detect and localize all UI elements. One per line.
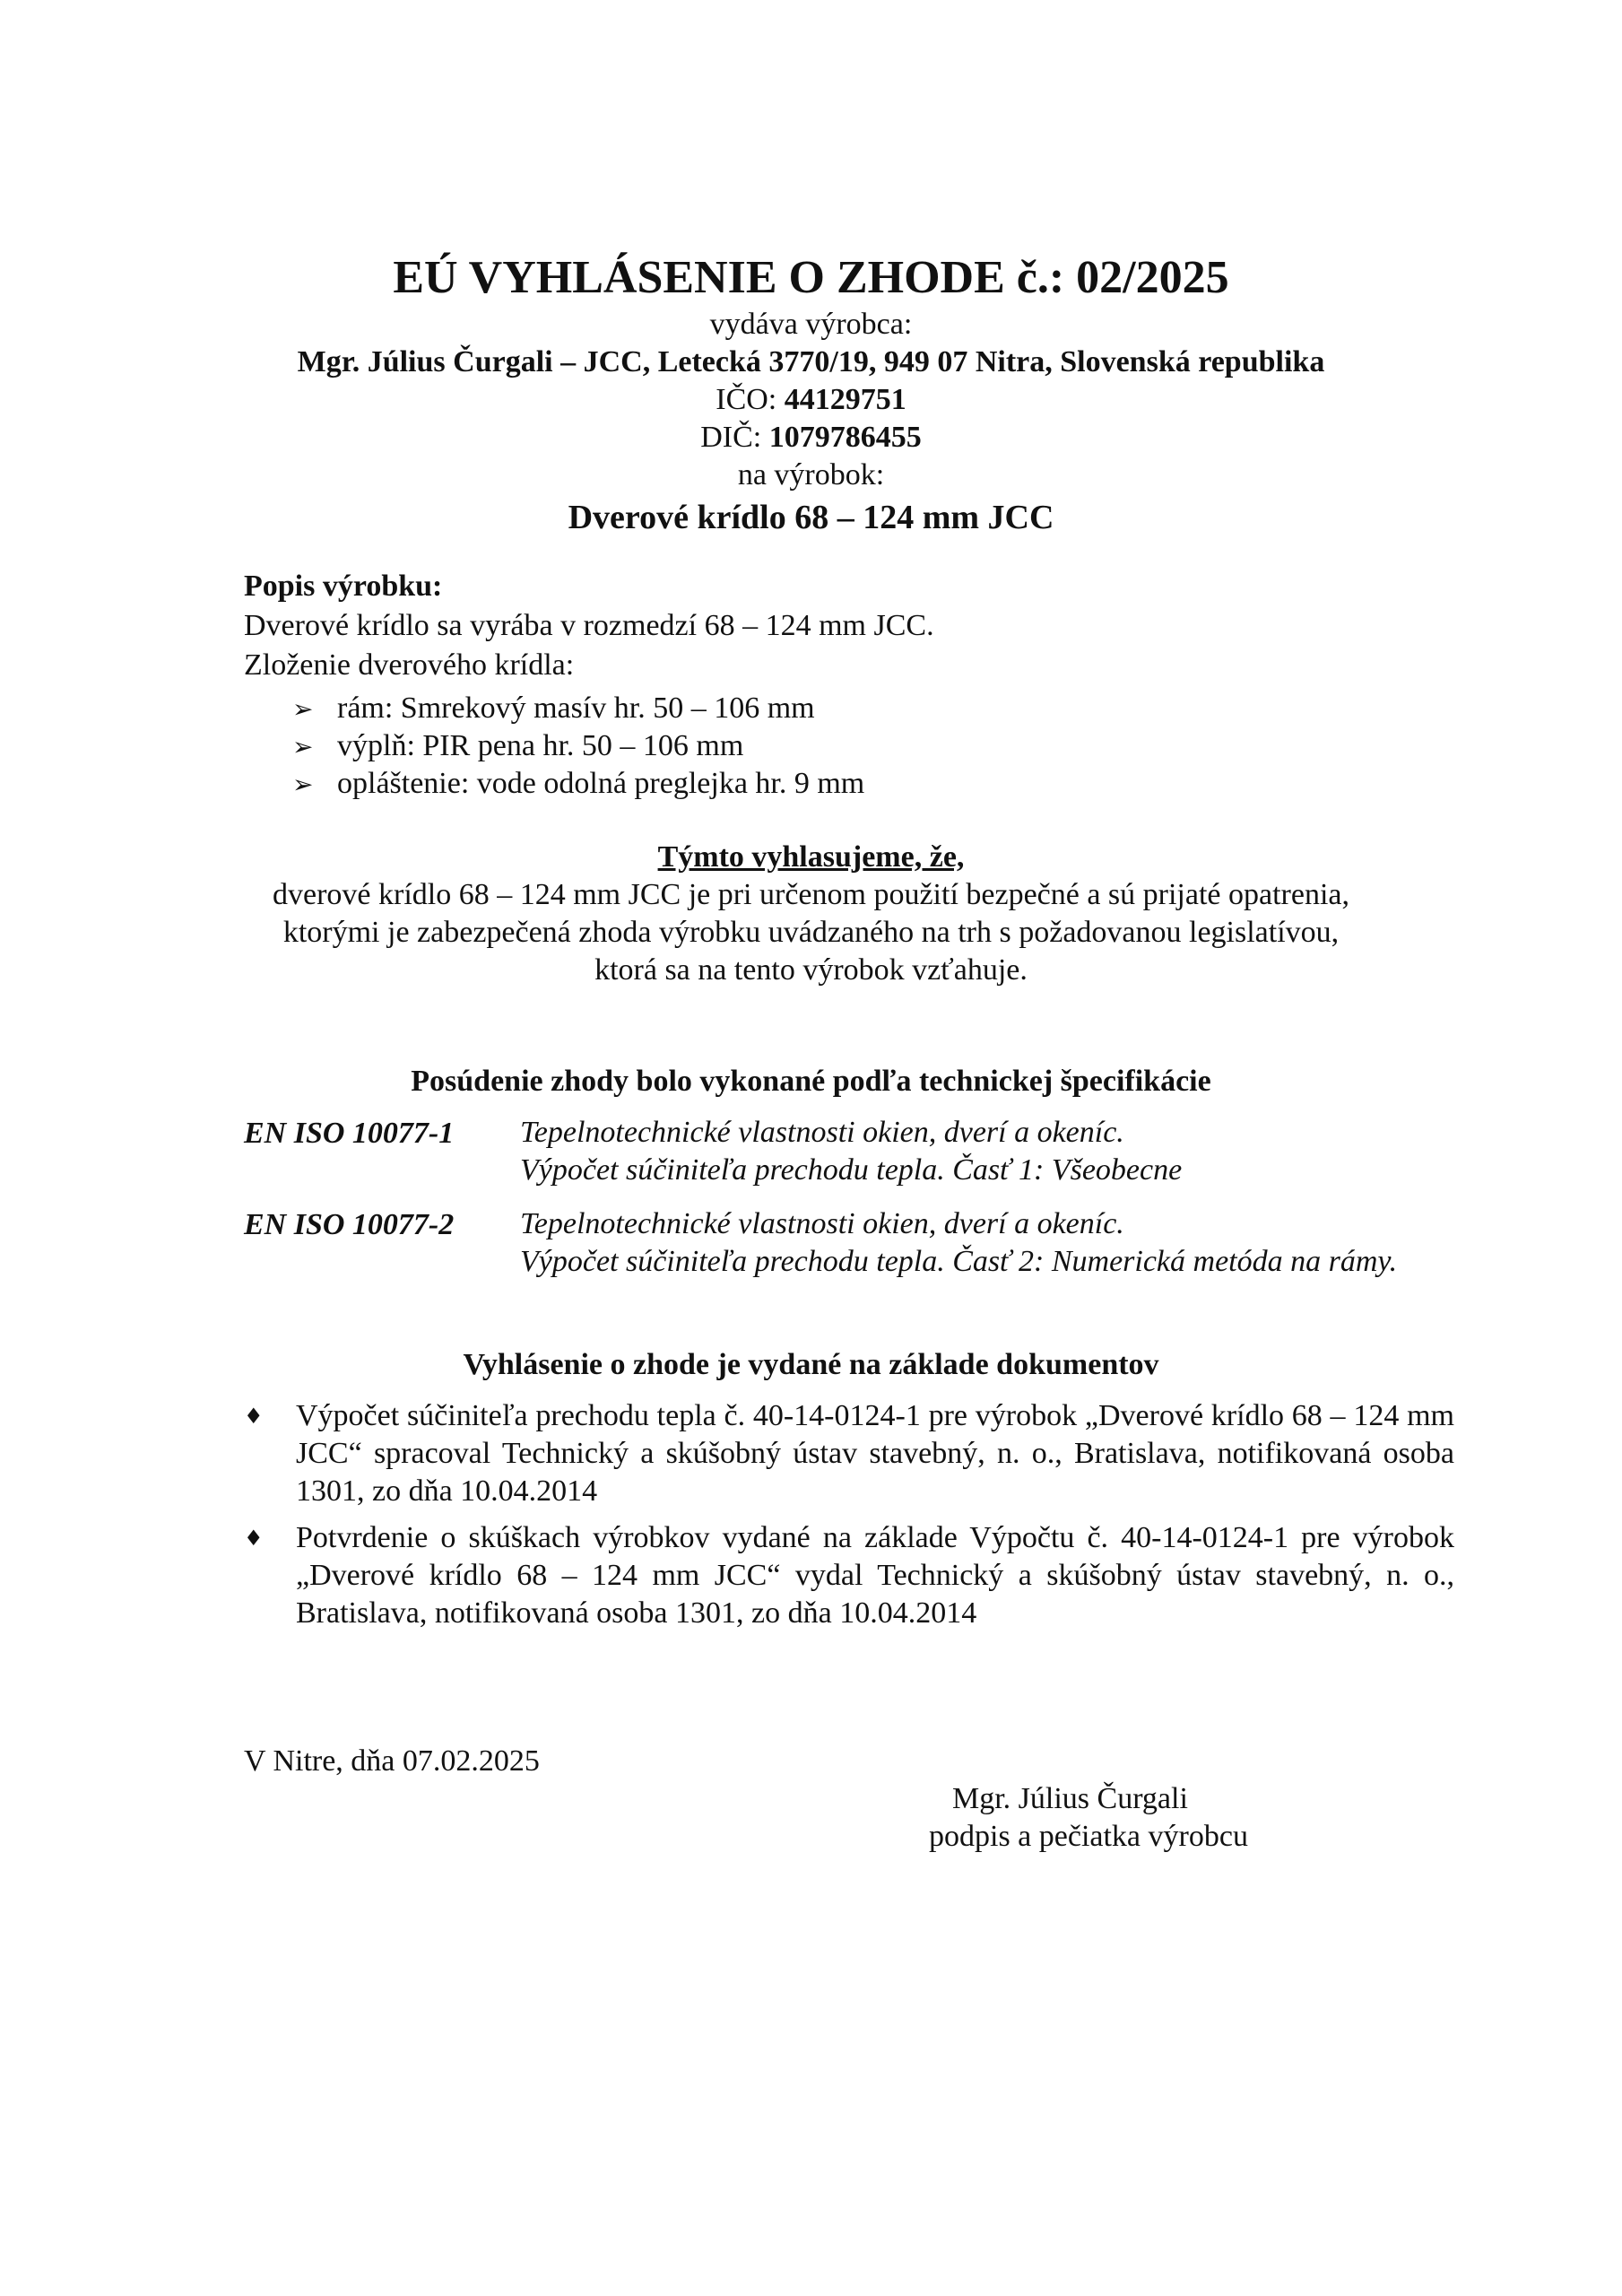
- document-list-item: [244, 1397, 1454, 1510]
- standard-code: EN ISO 10077-2: [244, 1208, 455, 1241]
- signatory-name: Mgr. Július Čurgali: [952, 1782, 1188, 1815]
- composition-item: [292, 766, 864, 803]
- manufacturer-info: Mgr. Július Čurgali – JCC, Letecká 3770/19, 949 07 Nitra, Slovenská republika: [297, 345, 1325, 378]
- document-title: EÚ VYHLÁSENIE O ZHODE č.: 02/2025: [393, 252, 1229, 303]
- declaration-line-2: ktorými je zabezpečená zhoda výrobku uvádzaného na trh s požadovanou legislatívou,: [282, 916, 1340, 949]
- standard-code: EN ISO 10077-1: [244, 1117, 455, 1150]
- arrow-bullet-icon: ➢: [292, 694, 314, 724]
- product-name: Dverové krídlo 68 – 124 mm JCC: [568, 499, 1054, 536]
- composition-item-text: rám: Smrekový masív hr. 50 – 106 mm: [337, 691, 815, 725]
- ico-value: 44129751: [784, 383, 906, 416]
- diamond-bullet-icon: ♦: [244, 1526, 264, 1551]
- composition-item: [292, 691, 815, 727]
- standard-description-line-2: Výpočet súčiniteľa prechodu tepla. Časť 1: Všeobecne: [520, 1153, 1183, 1187]
- arrow-bullet-icon: ➢: [292, 732, 314, 761]
- standard-description-line-2: Výpočet súčiniteľa prechodu tepla. Časť 2: Numerická metóda na rámy.: [520, 1245, 1398, 1278]
- product-label: na výrobok:: [737, 458, 885, 491]
- description-line-2: Zloženie dverového krídla:: [244, 648, 575, 682]
- composition-item-text: opláštenie: vode odolná preglejka hr. 9 mm: [337, 767, 865, 800]
- standard-description-line-1: Tepelnotechnické vlastnosti okien, dverí a okeníc.: [520, 1207, 1124, 1240]
- declaration-line-3: ktorá sa na tento výrobok vzťahuje.: [594, 953, 1028, 987]
- declaration-line-1: dverové krídlo 68 – 124 mm JCC je pri určenom použití bezpečné a sú prijaté opatrenia,: [273, 878, 1349, 911]
- document-list-item-text: Potvrdenie o skúškach výrobkov vydané na základe Výpočtu č. 40-14-0124-1 pre výrobok „Dverové krídlo 68 – 124 mm JCC“ vydal Technický a skúšobný ústav stavebný, n. o., Bratislava, notifikovaná osoba 1301, zo dňa 10.04.2014: [296, 1521, 1454, 1630]
- document-list-item: [244, 1519, 1454, 1632]
- signature-caption: podpis a pečiatka výrobcu: [929, 1820, 1248, 1853]
- documents-heading: Vyhlásenie o zhode je vydané na základe dokumentov: [463, 1348, 1159, 1381]
- standard-description-line-1: Tepelnotechnické vlastnosti okien, dverí a okeníc.: [520, 1116, 1124, 1149]
- diamond-bullet-icon: ♦: [244, 1404, 264, 1429]
- dic-value: 1079786455: [768, 421, 922, 454]
- ico-line: [0, 382, 1622, 418]
- assessment-heading: Posúdenie zhody bolo vykonané podľa technickej špecifikácie: [411, 1065, 1211, 1098]
- dic-label: DIČ:: [700, 421, 762, 454]
- place-and-date: V Nitre, dňa 07.02.2025: [244, 1744, 540, 1778]
- dic-line: [0, 420, 1622, 456]
- description-line-1: Dverové krídlo sa vyrába v rozmedzí 68 – 124 mm JCC.: [244, 609, 934, 642]
- document-list-item-text: Výpočet súčiniteľa prechodu tepla č. 40-14-0124-1 pre výrobok „Dverové krídlo 68 – 124 mm JCC“ spracoval Technický a skúšobný ústav stavebný, n. o., Bratislava, notifikovaná osoba 1301, zo dňa 10.04.2014: [296, 1399, 1454, 1508]
- arrow-bullet-icon: ➢: [292, 770, 314, 799]
- issued-by-label: vydáva výrobca:: [709, 308, 913, 341]
- declaration-heading: Týmto vyhlasujeme, že,: [657, 840, 965, 874]
- description-heading: Popis výrobku:: [244, 570, 443, 603]
- composition-item: [292, 728, 743, 765]
- ico-label: IČO:: [716, 383, 777, 416]
- composition-item-text: výplň: PIR pena hr. 50 – 106 mm: [337, 729, 744, 762]
